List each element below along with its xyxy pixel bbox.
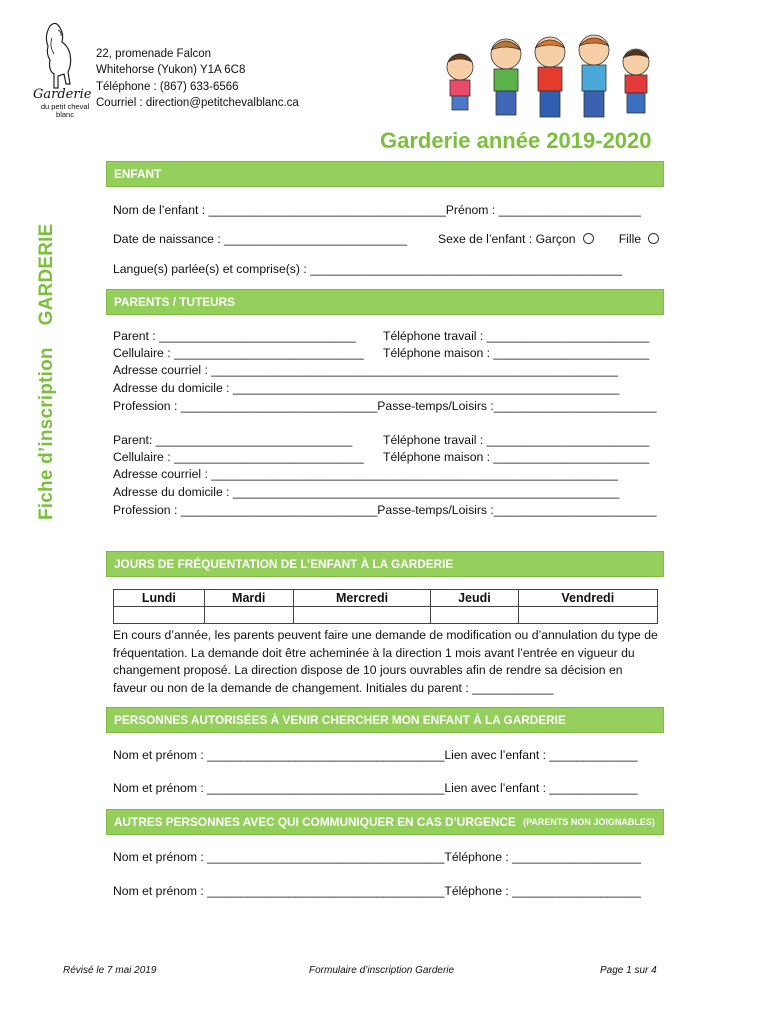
parent-1-cell-field[interactable]: Cellulaire : ____________________________ xyxy=(113,346,364,360)
day-cell-vendredi[interactable] xyxy=(518,607,657,624)
parent-1-name-field[interactable]: Parent : _____________________________ xyxy=(113,329,356,343)
address-city: Whitehorse (Yukon) Y1A 6C8 xyxy=(96,64,246,77)
parent-2-email-field[interactable]: Adresse courriel : ____________________________________________________________ xyxy=(113,467,618,481)
parent-2-home-phone-field[interactable]: Téléphone maison : _______________________ xyxy=(383,450,650,464)
sex-boy-radio[interactable] xyxy=(583,233,594,244)
parent-2-work-phone-field[interactable]: Téléphone travail : ________________________ xyxy=(383,433,650,447)
footer-form-name: Formulaire d’inscription Garderie xyxy=(309,965,455,976)
section-emergency-title: AUTRES PERSONNES AVEC QUI COMMUNIQUER EN CAS D’URGENCE xyxy=(114,815,516,829)
section-parents-label: PARENTS / TUTEURS xyxy=(114,295,236,309)
parent-1-work-phone-field[interactable]: Téléphone travail : ________________________ xyxy=(383,329,650,343)
children-illustration xyxy=(438,22,658,122)
section-days-header xyxy=(106,551,664,577)
parent-2-cell-field[interactable]: Cellulaire : ____________________________ xyxy=(113,450,364,464)
sex-field xyxy=(438,232,659,246)
days-table xyxy=(113,589,658,624)
address-block xyxy=(96,46,299,111)
parent-1-profession-field[interactable]: Profession : _____________________________Passe-temps/Loisirs :________________________ xyxy=(113,399,657,413)
child-name-field[interactable]: Nom de l’enfant : ___________________________________Prénom : _____________________ xyxy=(113,203,641,217)
day-header-vendredi: Vendredi xyxy=(518,590,657,607)
parent-2-profession-field[interactable]: Profession : _____________________________Passe-temps/Loisirs :________________________ xyxy=(113,503,657,517)
section-emergency-note: (PARENTS NON JOIGNABLES) xyxy=(523,817,655,827)
parent-1-address-field[interactable]: Adresse du domicile : _________________________________________________________ xyxy=(113,381,620,395)
day-cell-jeudi[interactable] xyxy=(431,607,518,624)
parent-2-name-field[interactable]: Parent: _____________________________ xyxy=(113,433,353,447)
parent-2-address-field[interactable]: Adresse du domicile : _________________________________________________________ xyxy=(113,485,620,499)
logo-wordmark: Garderie xyxy=(33,87,92,102)
section-emergency-label xyxy=(114,815,655,829)
footer-page-number: Page 1 sur 4 xyxy=(600,965,657,976)
sex-girl-label: Fille xyxy=(618,232,642,246)
section-enfant-header xyxy=(106,161,664,187)
sex-girl-radio[interactable] xyxy=(648,233,659,244)
section-parents-header xyxy=(106,289,664,315)
parent-1-home-phone-field[interactable]: Téléphone maison : _______________________ xyxy=(383,346,650,360)
section-days-label: JOURS DE FRÉQUENTATION DE L’ENFANT À LA GARDERIE xyxy=(114,557,454,571)
section-emergency-header xyxy=(106,809,664,835)
address-phone: Téléphone : (867) 633-6566 xyxy=(96,80,239,93)
authorized-person-1-field[interactable]: Nom et prénom : ___________________________________Lien avec l’enfant : _____________ xyxy=(113,748,638,762)
languages-field[interactable]: Langue(s) parlée(s) et comprise(s) : ______________________________________________ xyxy=(113,262,622,276)
side-title: Fiche d’inscription GARDERIE xyxy=(36,223,57,520)
day-cell-mercredi[interactable] xyxy=(293,607,431,624)
day-header-mardi: Mardi xyxy=(204,590,293,607)
birthdate-field[interactable]: Date de naissance : ___________________________ xyxy=(113,232,408,246)
day-header-jeudi: Jeudi xyxy=(431,590,518,607)
address-street: 22, promenade Falcon xyxy=(96,48,212,60)
footer-revision: Révisé le 7 mai 2019 xyxy=(63,965,157,976)
sex-boy-label: Sexe de l’enfant : Garçon xyxy=(438,232,576,246)
day-header-lundi: Lundi xyxy=(114,590,205,607)
page-title: Garderie année 2019-2020 xyxy=(380,128,652,153)
day-header-mercredi: Mercredi xyxy=(293,590,431,607)
section-authorized-label: PERSONNES AUTORISÉES À VENIR CHERCHER MON ENFANT À LA GARDERIE xyxy=(114,713,566,727)
emergency-contact-1-field[interactable]: Nom et prénom : ___________________________________Téléphone : ___________________ xyxy=(113,850,641,864)
address-email: Courriel : direction@petitchevalblanc.ca xyxy=(96,96,299,109)
authorized-person-2-field[interactable]: Nom et prénom : ___________________________________Lien avec l’enfant : _____________ xyxy=(113,781,638,795)
change-policy-paragraph: En cours d’année, les parents peuvent faire une demande de modification ou d’annulation du type de fréquentation. La demande doit être acheminée à la direction 1 mois avant l’entrée en vigueur du changement proposé. La direction dispose de 10 jours ouvrables afin de rendre sa décision en faveur ou non de la demande de changement. Initiales du parent : ____________ xyxy=(113,628,658,695)
logo-subtitle: du petit cheval blanc xyxy=(40,102,90,119)
section-enfant-label: ENFANT xyxy=(114,167,162,181)
emergency-contact-2-field[interactable]: Nom et prénom : ___________________________________Téléphone : ___________________ xyxy=(113,884,641,898)
day-cell-lundi[interactable] xyxy=(114,607,205,624)
parent-1-email-field[interactable]: Adresse courriel : ____________________________________________________________ xyxy=(113,363,618,377)
section-authorized-header xyxy=(106,707,664,733)
day-cell-mardi[interactable] xyxy=(204,607,293,624)
